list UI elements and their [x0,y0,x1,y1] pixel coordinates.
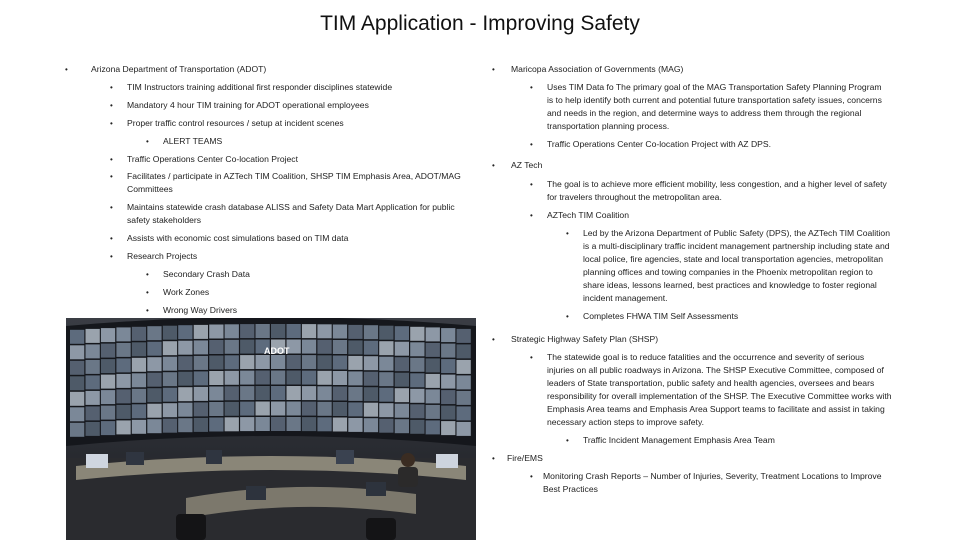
video-tile [256,386,270,400]
video-tile [333,325,347,339]
bullet: • [530,472,533,481]
video-tile [364,325,378,339]
video-tile [101,359,115,373]
video-tile [256,355,270,369]
bullet: • [492,454,495,463]
video-tile [348,340,362,354]
video-tile [379,357,393,371]
left-subitem: Secondary Crash Data [163,269,250,279]
video-tile [333,340,347,354]
video-tile [101,328,115,342]
video-tile [302,355,316,369]
video-tile [317,402,331,416]
video-tile [147,419,161,433]
wall-text: ADOT [264,346,290,356]
video-tile [457,391,471,405]
video-tile [116,374,130,388]
video-tile [441,328,455,342]
video-tile [147,388,161,402]
video-tile [194,418,208,432]
left-item: Traffic Operations Center Co-location Project [127,154,298,164]
video-tile [333,371,347,385]
video-tile [225,355,239,369]
bullet: • [566,229,569,238]
left-subitem: Work Zones [163,287,210,297]
left-item: TIM Instructors training additional first responder disciplines statewide [127,82,393,92]
video-tile [287,355,301,369]
video-tile [209,340,223,354]
video-tile [333,402,347,416]
video-tile [163,326,177,340]
video-tile [364,341,378,355]
video-tile [271,417,285,431]
video-tile [256,402,270,416]
video-tile [209,402,223,416]
aztech-subitem: Led by the Arizona Department of Public Safety (DPS), the AZTech TIM Coalition is a multi-disciplinary traffic incident management partnership including state and local police, fire agencies, state and local transportation agencies, metropolitan planning offices and towing companies in the Phoenix metropolitan region to share ideas, lessons learned, best practices and knowledge to foster regional incident management. [583,228,890,303]
video-tile [256,324,270,338]
video-tile [240,417,254,431]
video-tile [132,389,146,403]
shsp-item: The statewide goal is to reduce fatalities and the occurrence and severity of serious injuries on all public roadways in Arizona. The SHSP Executive Committee, composed of leaders of State transportation, public safety and health agencies, oversees and bears responsibility for overall implementation of the SHSP. The Executive Committee works with Emphasis Area teams and Emphasis Area Support teams to facilitate and assist in taking necessary action steps to improve safety. [547,352,892,427]
video-tile [101,421,115,435]
video-tile [209,371,223,385]
video-tile [70,423,84,437]
video-tile [163,419,177,433]
video-tile [194,340,208,354]
video-tile [364,356,378,370]
video-tile [116,358,130,372]
video-tile [147,357,161,371]
video-tile [441,421,455,435]
video-tile [225,324,239,338]
video-tile [333,356,347,370]
left-item: Research Projects [127,251,198,261]
bullet: • [530,140,533,149]
video-tile [410,342,424,356]
video-tile [101,344,115,358]
video-tile [302,371,316,385]
mag-item: Uses TIM Data fo The primary goal of the MAG Transportation Safety Planning Program is to help identify both current and potential future transportation safety issues, concerns and needs in the region, and determine ways to address them through the regional transportation planning process. [547,82,882,131]
bullet: • [530,211,533,220]
video-tile [178,403,192,417]
video-tile [317,417,331,431]
video-tile [225,402,239,416]
video-tile [441,406,455,420]
bullet: • [146,306,149,315]
bullet: • [65,65,68,74]
video-tile [132,404,146,418]
bullet: • [566,312,569,321]
video-tile [457,375,471,389]
video-tile [163,341,177,355]
left-item: Mandatory 4 hour TIM training for ADOT operational employees [127,100,369,110]
aztech-heading: AZ Tech [511,160,543,170]
video-tile [395,373,409,387]
bullet: • [110,172,113,181]
video-tile [178,325,192,339]
aztech-item: AZTech TIM Coalition [547,210,629,220]
video-tile [132,420,146,434]
video-tile [178,372,192,386]
bullet: • [146,137,149,146]
video-tile [333,418,347,432]
bullet: • [110,101,113,110]
video-tile [240,371,254,385]
video-tile [333,387,347,401]
bullet: • [146,288,149,297]
video-tile [178,387,192,401]
bullet: • [530,180,533,189]
video-tile [317,324,331,338]
video-tile [410,327,424,341]
bullet: • [530,83,533,92]
aztech-item: The goal is to achieve more efficient mobility, less congestion, and a higher level of safety for travelers throughout the metropolitan area. [547,179,887,202]
shsp-heading: Strategic Highway Safety Plan (SHSP) [511,334,659,344]
video-tile [116,420,130,434]
video-tile [317,371,331,385]
video-tile [194,402,208,416]
video-tile [457,422,471,436]
video-tile [348,387,362,401]
video-tile [70,392,84,406]
video-tile [441,344,455,358]
video-tile [70,376,84,390]
bullet: • [110,203,113,212]
video-tile [287,417,301,431]
video-tile [209,418,223,432]
video-tile [147,326,161,340]
video-tile [271,371,285,385]
left-subitem: Wrong Way Drivers [163,305,238,315]
bullet: • [530,353,533,362]
video-tile [364,372,378,386]
video-tile [163,372,177,386]
fire-heading: Fire/EMS [507,453,543,463]
left-item: Maintains statewide crash database ALISS and Safety Data Mart Application for public safety stakeholders [127,202,455,225]
video-tile [441,359,455,373]
video-tile [240,386,254,400]
video-tile [364,387,378,401]
video-tile [240,324,254,338]
video-tile [379,388,393,402]
video-tile [86,344,100,358]
video-tile [302,402,316,416]
video-tile [426,327,440,341]
video-tile [410,404,424,418]
video-tile [379,341,393,355]
slide-title: TIM Application - Improving Safety [320,12,640,35]
video-tile [379,403,393,417]
left-item: Assists with economic cost simulations based on TIM data [127,233,349,243]
video-tile [163,357,177,371]
video-tile [70,330,84,344]
bullet: • [146,270,149,279]
video-tile [147,404,161,418]
video-tile [271,324,285,338]
mag-item: Traffic Operations Center Co-location Project with AZ DPS. [547,139,772,149]
video-tile [441,390,455,404]
video-tile [395,326,409,340]
video-tile [116,327,130,341]
video-tile [86,360,100,374]
video-tile [132,373,146,387]
bullet: • [492,65,495,74]
video-tile [240,402,254,416]
video-tile [116,343,130,357]
bullet: • [492,161,495,170]
video-tile [147,342,161,356]
video-tile [441,375,455,389]
video-tile [86,422,100,436]
video-tile [457,360,471,374]
video-tile [194,325,208,339]
video-tile [395,404,409,418]
video-tile [302,340,316,354]
video-tile [364,418,378,432]
mag-heading: Maricopa Association of Governments (MAG) [511,64,684,74]
video-tile [302,417,316,431]
video-tile [457,406,471,420]
video-tile [132,327,146,341]
video-tile [178,356,192,370]
fire-item: Monitoring Crash Reports – Number of Injuries, Severity, Treatment Locations to Improve Best Practices [543,471,882,494]
video-tile [86,406,100,420]
video-tile [132,342,146,356]
video-tile [209,356,223,370]
bullet: • [492,335,495,344]
video-tile [271,386,285,400]
video-tile [147,373,161,387]
video-tile [225,340,239,354]
bullet: • [110,83,113,92]
video-tile [426,389,440,403]
video-tile [101,406,115,420]
video-tile [410,420,424,434]
video-tile [256,417,270,431]
bullet: • [110,234,113,243]
video-tile [271,355,285,369]
video-tile [256,371,270,385]
video-tile [194,371,208,385]
bullet: • [566,436,569,445]
video-tile [132,358,146,372]
video-tile [116,405,130,419]
video-tile [348,325,362,339]
video-tile [302,386,316,400]
video-tile [194,387,208,401]
traffic-operations-center-photo [66,318,476,540]
bullet: • [110,155,113,164]
video-tile [317,386,331,400]
video-tile [395,357,409,371]
video-tile [426,405,440,419]
video-tile [101,375,115,389]
video-tile [317,355,331,369]
video-tile [287,402,301,416]
video-tile [287,386,301,400]
video-tile [426,420,440,434]
video-tile [379,419,393,433]
video-tile [194,356,208,370]
left-item: Proper traffic control resources / setup at incident scenes [127,118,344,128]
video-tile [163,388,177,402]
video-tile [178,418,192,432]
video-tile [410,358,424,372]
video-tile [86,329,100,343]
video-tile [395,419,409,433]
video-tile [225,371,239,385]
video-tile [178,341,192,355]
video-tile [317,340,331,354]
video-tile [348,356,362,370]
video-tile [348,402,362,416]
shsp-subitem: Traffic Incident Management Emphasis Area Team [583,435,775,445]
video-tile [163,403,177,417]
video-tile [86,375,100,389]
aztech-subitem: Completes FHWA TIM Self Assessments [583,311,739,321]
video-tile [240,355,254,369]
video-tile [116,389,130,403]
video-tile [426,343,440,357]
video-tile [395,342,409,356]
video-tile [426,358,440,372]
video-tile [457,344,471,358]
bullet: • [110,252,113,261]
adot-heading: Arizona Department of Transportation (ADOT) [91,64,267,74]
bullet: • [110,119,113,128]
video-tile [287,371,301,385]
video-tile [410,373,424,387]
video-tile [225,386,239,400]
video-tile [379,326,393,340]
video-tile [364,403,378,417]
video-tile [426,374,440,388]
video-tile [348,418,362,432]
video-tile [209,325,223,339]
video-tile [348,371,362,385]
video-tile [302,324,316,338]
video-tile [70,407,84,421]
left-item: Facilitates / participate in AZTech TIM Coalition, SHSP TIM Emphasis Area, ADOT/MAG Committees [127,171,461,194]
video-tile [240,340,254,354]
video-tile [225,417,239,431]
video-tile [101,390,115,404]
video-tile [379,372,393,386]
video-tile [70,361,84,375]
video-tile [410,389,424,403]
video-tile [209,387,223,401]
video-tile [457,329,471,343]
video-tile [271,402,285,416]
video-tile [70,345,84,359]
left-subitem: ALERT TEAMS [163,136,223,146]
video-tile [86,391,100,405]
video-tile [395,388,409,402]
video-tile [287,324,301,338]
